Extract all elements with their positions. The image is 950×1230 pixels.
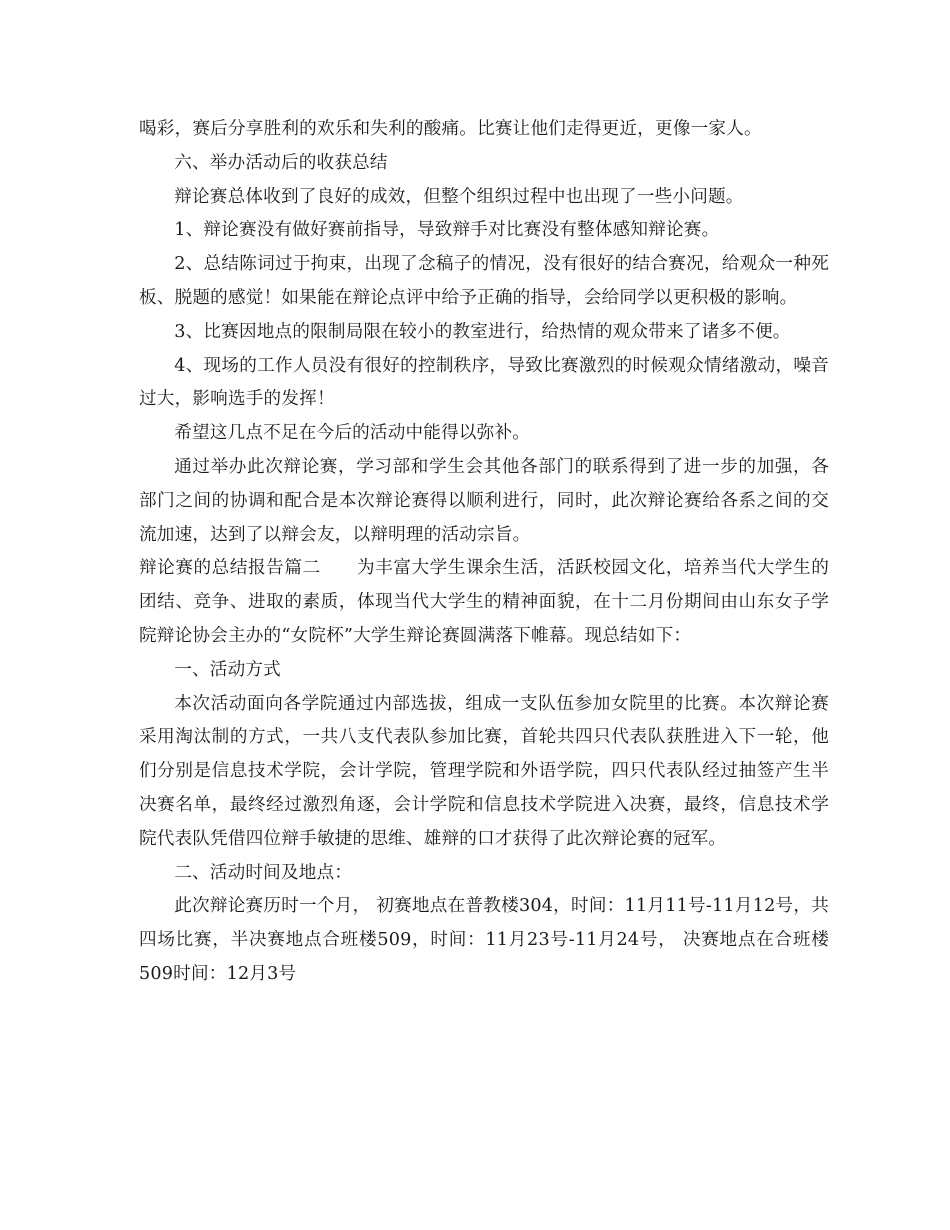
list-item-issue-3: 3、比赛因地点的限制局限在较小的教室进行，给热情的观众带来了诸多不便。 [174,321,791,342]
paragraph-report-two-intro: 辩论赛的总结报告篇二 为丰富大学生课余生活，活跃校园文化，培养当代大学生的团结、竞争、进取的素质，体现当代大学生的精神面貌，在十二月份期间由山东女子学院辩论协会主办的“女院杯”大学生辩论赛圆满落下帷幕。现总结如下： [139,558,829,646]
paragraph-format: 本次活动面向各学院通过内部选拔，组成一支队伍参加女院里的比赛。本次辩论赛采用淘汰制的方式，一共八支代表队参加比赛，首轮共四只代表队获胜进入下一轮，他们分别是信息技术学院，会计学院，管理学院和外语学院，四只代表队经过抽签产生半决赛名单，最终经过激烈角逐，会计学院和信息技术学院进入决赛，最终，信息技术学院代表队凭借四位辩手敏捷的思维、雄辩的口才获得了此次辩论赛的冠军。 [139,693,829,849]
list-item-issue-4: 4、现场的工作人员没有很好的控制秩序，导致比赛激烈的时候观众情绪激动，噪音过大，影响选手的发挥！ [139,355,829,410]
paragraph-overall-result: 辩论赛总体收到了良好的成效，但整个组织过程中也出现了一些小问题。 [174,186,744,207]
paragraph-hope: 希望这几点不足在今后的活动中能得以弥补。 [174,423,531,444]
document-body [139,113,829,992]
paragraph-time-place: 此次辩论赛历时一个月， 初赛地点在普教楼304，时间：11月11号-11月12号，共四场比赛，半决赛地点合班楼509，时间：11月23号-11月24号， 决赛地点在合班楼509时间：12月3号 [139,896,829,984]
section-heading-summary: 六、举办活动后的收获总结 [174,152,388,173]
list-item-issue-1: 1、辩论赛没有做好赛前指导，导致辩手对比赛没有整体感知辩论赛。 [174,220,720,241]
section-heading-time-place: 二、活动时间及地点： [174,862,353,883]
list-item-issue-2: 2、总结陈词过于拘束，出现了念稿子的情况，没有很好的结合赛况，给观众一种死板、脱题的感觉！如果能在辩论点评中给予正确的指导，会给同学以更积极的影响。 [139,254,829,308]
section-heading-format: 一、活动方式 [174,659,281,680]
paragraph-conclusion: 通过举办此次辩论赛，学习部和学生会其他各部门的联系得到了进一步的加强，各部门之间的协调和配合是本次辩论赛得以顺利进行，同时，此次辩论赛给各系之间的交流加速，达到了以辩会友，以辩明理的活动宗旨。 [139,456,829,545]
paragraph-cheering: 喝彩，赛后分享胜利的欢乐和失利的酸痛。比赛让他们走得更近，更像一家人。 [139,119,762,139]
